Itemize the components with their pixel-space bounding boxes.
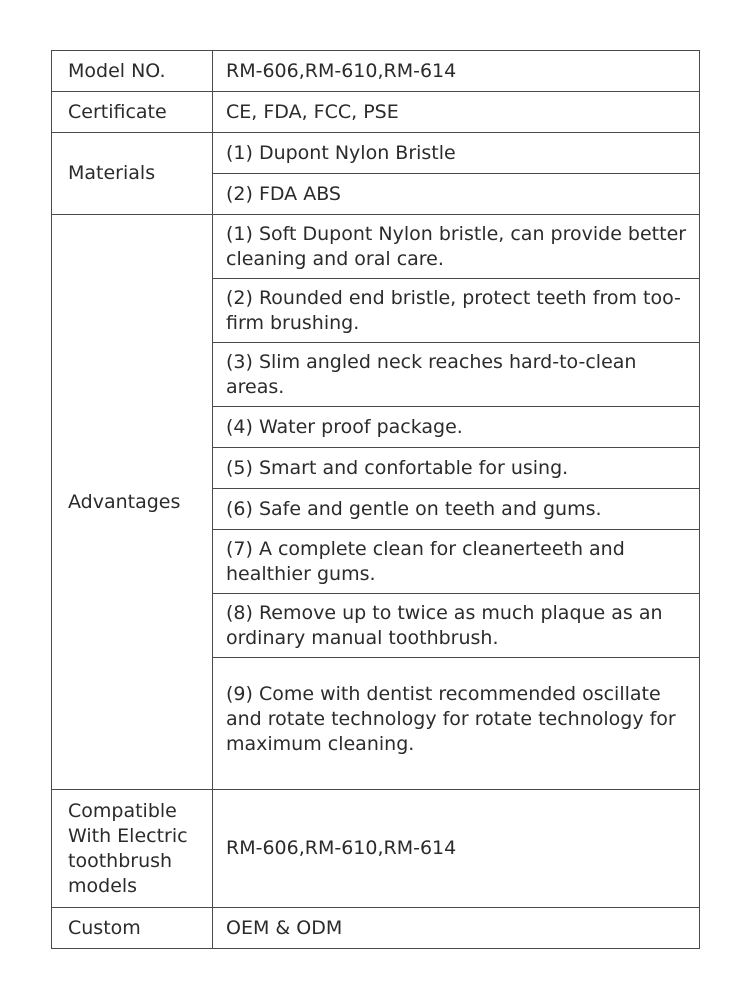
label-advantages: Advantages xyxy=(52,215,213,790)
label-materials: Materials xyxy=(52,133,213,215)
label-model: Model NO. xyxy=(52,51,213,92)
table-row-advantage xyxy=(52,215,700,279)
value-advantage-6: (6) Safe and gentle on teeth and gums. xyxy=(213,489,700,530)
value-advantage-3: (3) Slim angled neck reaches hard-to-clean areas. xyxy=(213,343,700,407)
table-row-custom xyxy=(52,908,700,949)
spec-table xyxy=(51,50,700,949)
value-material-1: (1) Dupont Nylon Bristle xyxy=(213,133,700,174)
value-material-2: (2) FDA ABS xyxy=(213,174,700,215)
table-row-materials xyxy=(52,133,700,174)
table-row-certificate xyxy=(52,92,700,133)
value-compatible: RM-606,RM-610,RM-614 xyxy=(213,790,700,908)
value-advantage-4: (4) Water proof package. xyxy=(213,407,700,448)
value-advantage-5: (5) Smart and confortable for using. xyxy=(213,448,700,489)
table-row-model xyxy=(52,51,700,92)
table-row-compatible xyxy=(52,790,700,908)
value-certificate: CE, FDA, FCC, PSE xyxy=(213,92,700,133)
value-model: RM-606,RM-610,RM-614 xyxy=(213,51,700,92)
value-custom: OEM & ODM xyxy=(213,908,700,949)
value-advantage-1: (1) Soft Dupont Nylon bristle, can provide better cleaning and oral care. xyxy=(213,215,700,279)
label-custom: Custom xyxy=(52,908,213,949)
value-advantage-8: (8) Remove up to twice as much plaque as an ordinary manual toothbrush. xyxy=(213,594,700,658)
value-advantage-7: (7) A complete clean for cleanerteeth and healthier gums. xyxy=(213,530,700,594)
value-advantage-2: (2) Rounded end bristle, protect teeth from too-firm brushing. xyxy=(213,279,700,343)
label-compatible: Compatible With Electric toothbrush models xyxy=(52,790,213,908)
label-certificate: Certificate xyxy=(52,92,213,133)
value-advantage-9: (9) Come with dentist recommended oscillate and rotate technology for rotate technology for maximum cleaning. xyxy=(213,658,700,790)
